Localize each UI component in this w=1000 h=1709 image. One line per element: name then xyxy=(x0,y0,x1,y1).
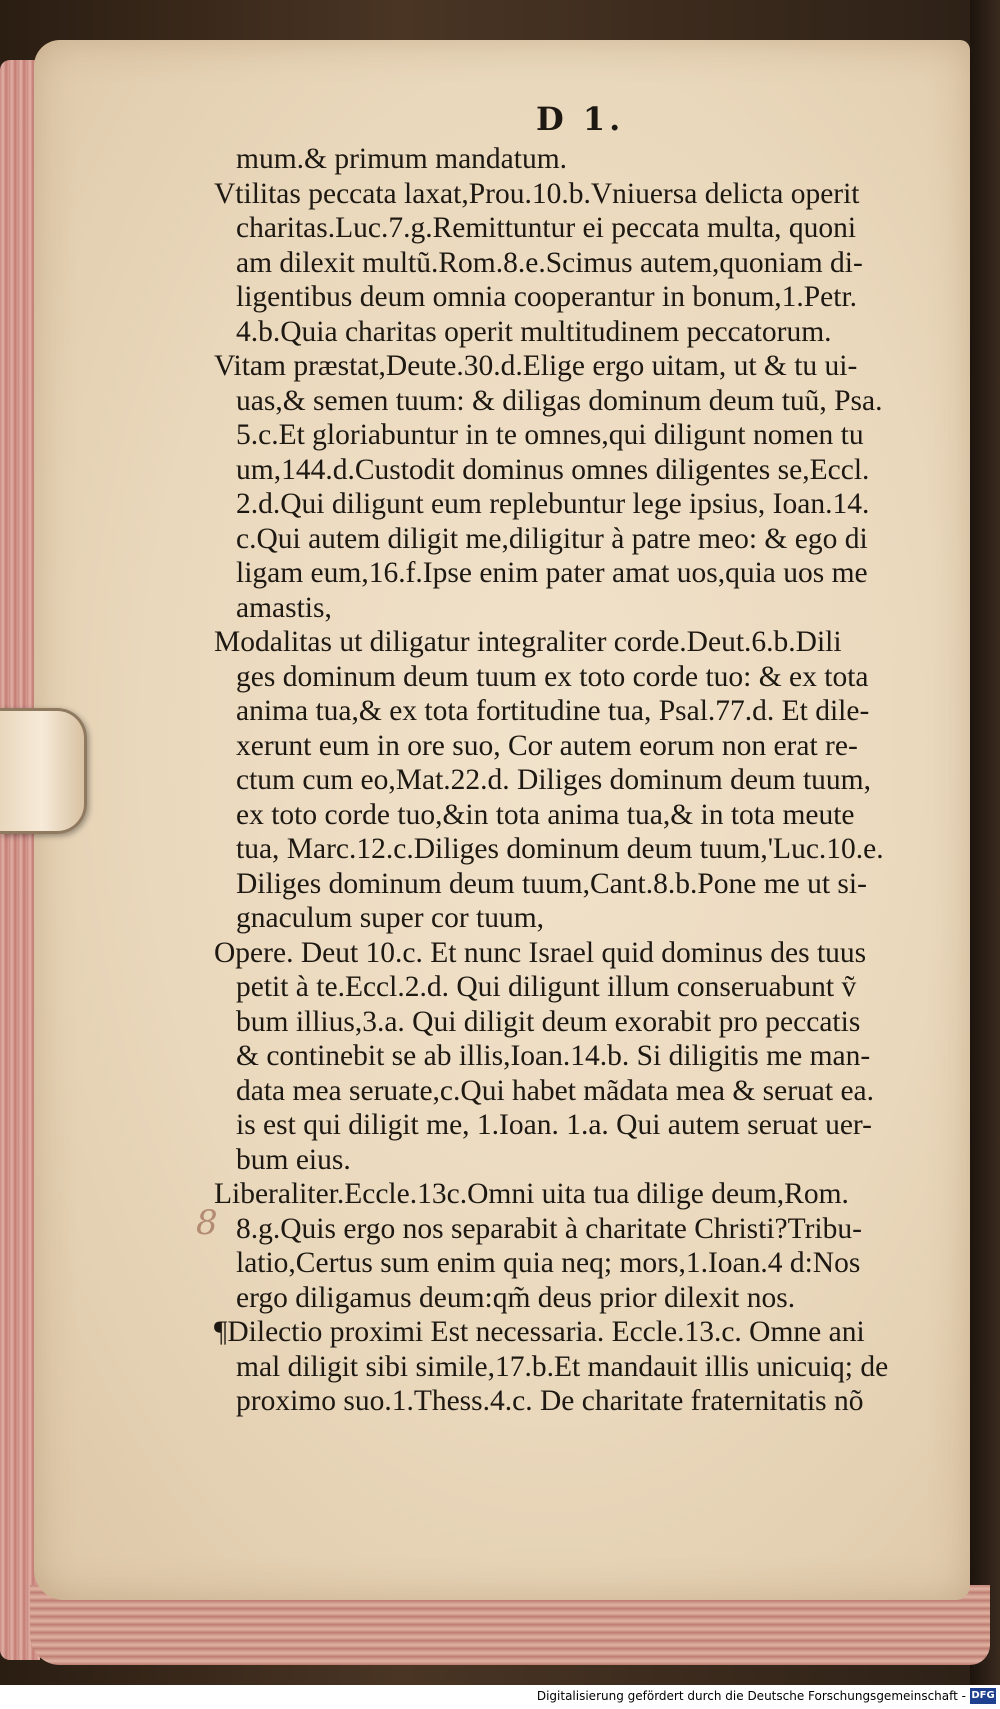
text-line: bum eius. xyxy=(236,1143,351,1176)
book-clasp xyxy=(0,708,87,834)
text-line: 2.d.Qui diligunt eum replebuntur lege ipsius, Ioan.14. xyxy=(236,488,870,520)
dfg-logo: DFG xyxy=(970,1688,996,1704)
text-line: Modalitas ut diligatur integraliter corde.Deut.6.b.Dili xyxy=(214,626,842,658)
text-line: Diliges dominum deum tuum,Cant.8.b.Pone me ut si- xyxy=(236,867,867,900)
footer-credit: Digitalisierung gefördert durch die Deutsche Forschungsgemeinschaft - xyxy=(536,1689,966,1703)
signature-mark: D 1. xyxy=(536,100,625,138)
text-line: is est qui diligit me, 1.Ioan. 1.a. Qui autem seruat uer- xyxy=(236,1109,872,1141)
text-line: 8.g.Quis ergo nos separabit à charitate Christi?Tribu- xyxy=(236,1212,862,1245)
text-line: tua, Marc.12.c.Diliges dominum deum tuum,'Luc.10.e. xyxy=(236,833,884,865)
text-line: mum.& primum mandatum. xyxy=(236,143,568,175)
text-line: ex toto corde tuo,&in tota anima tua,& in tota meute xyxy=(236,798,855,831)
text-line: ligam eum,16.f.Ipse enim pater amat uos,quia uos me xyxy=(236,557,868,589)
text-line: ctum cum eo,Mat.22.d. Diliges dominum deum tuum, xyxy=(236,764,871,796)
text-line: uas,& semen tuum: & diligas dominum deum tuũ, Psa. xyxy=(236,384,883,417)
text-line: amastis, xyxy=(236,591,332,624)
text-line: charitas.Luc.7.g.Remittuntur ei peccata multa, quoni xyxy=(236,212,857,244)
text-line: latio,Certus sum enim quia neq; mors,1.Ioan.4 d:Nos xyxy=(236,1247,861,1279)
text-line: Opere. Deut 10.c. Et nunc Israel quid dominus des tuus xyxy=(214,936,867,969)
text-line: um,144.d.Custodit dominus omnes diligentes se,Eccl. xyxy=(236,453,870,486)
text-line: Liberaliter.Eccle.13c.Omni uita tua dilige deum,Rom. xyxy=(214,1178,849,1210)
footer-bar xyxy=(0,1685,1000,1709)
text-line: mal diligit sibi simile,17.b.Et mandauit illis unicuiq; de xyxy=(236,1350,889,1383)
text-line: ges dominum deum tuum ex toto corde tuo: & ex tota xyxy=(236,660,869,693)
text-line: Vitam præstat,Deute.30.d.Elige ergo uitam, ut & tu ui- xyxy=(214,350,858,382)
text-line: proximo suo.1.Thess.4.c. De charitate fraternitatis nõ xyxy=(236,1385,864,1417)
text-line: gnaculum super cor tuum, xyxy=(236,902,545,934)
text-line: bum illius,3.a. Qui diligit deum exorabit pro peccatis xyxy=(236,1005,861,1038)
text-line: c.Qui autem diligit me,diligitur à patre meo: & ego di xyxy=(236,522,868,555)
text-line: xerunt eum in ore suo, Cor autem eorum non erat re- xyxy=(236,729,858,762)
text-line: 4.b.Quia charitas operit multitudinem peccatorum. xyxy=(236,315,832,348)
book-cover-edge xyxy=(970,0,1000,1709)
text-line: 5.c.Et gloriabuntur in te omnes,qui diligunt nomen tu xyxy=(236,419,864,451)
text-lines xyxy=(214,142,889,1419)
text-line: ligentibus deum omnia cooperantur in bonum,1.Petr. xyxy=(236,281,858,313)
text-line: ergo diligamus deum:qm̃ deus prior dilexit nos. xyxy=(236,1281,796,1314)
text-line: data mea seruate,c.Qui habet mãdata mea & seruat ea. xyxy=(236,1074,875,1107)
text-line: Vtilitas peccata laxat,Prou.10.b.Vniuersa delicta operit xyxy=(214,177,860,210)
text-line: am dilexit multũ.Rom.8.e.Scimus autem,quoniam di- xyxy=(236,246,863,279)
text-line: & continebit se ab illis,Ioan.14.b. Si diligitis me man- xyxy=(236,1040,871,1072)
marginal-note: 8 xyxy=(196,1203,218,1243)
text-line: ¶Dilectio proximi Est necessaria. Eccle.13.c. Omne ani xyxy=(214,1316,865,1348)
text-line: petit à te.Eccl.2.d. Qui diligunt illum conseruabunt ṽ xyxy=(236,971,857,1003)
text-line: anima tua,& ex tota fortitudine tua, Psal.77.d. Et dile- xyxy=(236,695,870,727)
